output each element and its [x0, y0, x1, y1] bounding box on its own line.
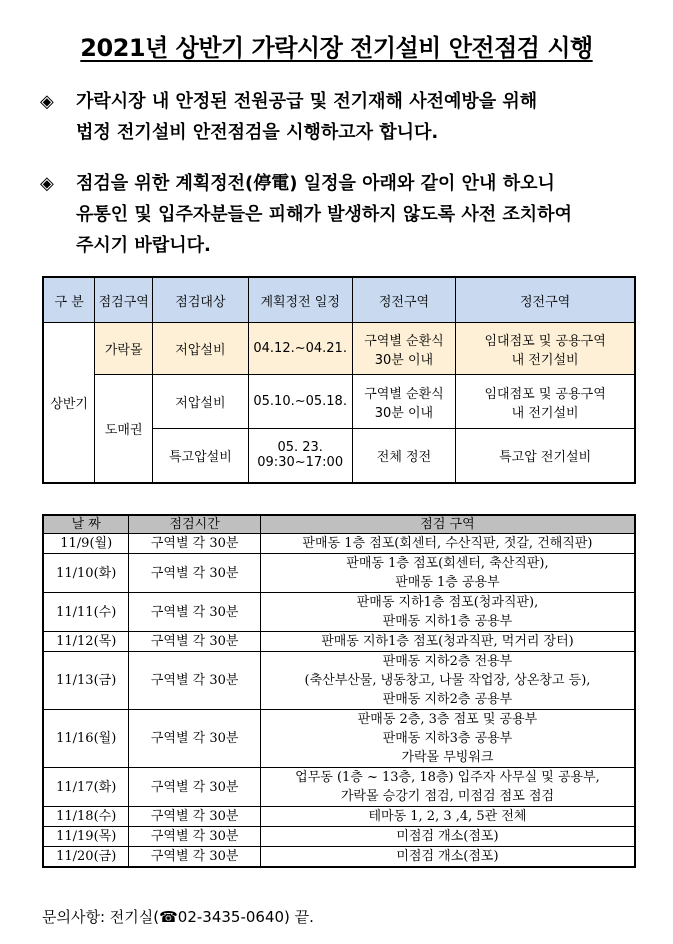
time-cell: 구역별 각 30분 [129, 652, 261, 710]
header-cell: 정전구역 [456, 277, 635, 323]
time-cell: 구역별 각 30분 [129, 710, 261, 768]
inspection-schedule-table [42, 514, 636, 868]
header-cell: 날 짜 [43, 515, 129, 534]
table-row [43, 534, 635, 554]
zone-cell: 가락몰 [95, 323, 153, 375]
table-row [43, 847, 635, 868]
date-cell: 11/18(수) [43, 807, 129, 827]
table-row [43, 652, 635, 710]
header-cell: 정전구역 [352, 277, 456, 323]
paragraph-line: 점검을 위한 계획정전(停電) 일정을 아래와 같이 안내 하오니 [76, 173, 555, 194]
outage-schedule-table [42, 276, 636, 484]
outage-cell: 전체 정전 [352, 429, 456, 483]
table-row [43, 593, 635, 632]
header-cell: 점검구역 [95, 277, 153, 323]
contact-footer: 문의사항: 전기실(☎02-3435-0640) 끝. [42, 908, 314, 926]
target-cell: 저압설비 [153, 375, 249, 429]
time-cell: 구역별 각 30분 [129, 847, 261, 868]
area-cell: 미점검 개소(점포) [260, 847, 635, 868]
area-cell: 판매동 1층 점포(회센터, 수산직판, 젓갈, 건해직판) [260, 534, 635, 554]
area-cell: 판매동 지하1층 점포(청과직판), 판매동 지하1층 공용부 [260, 593, 635, 632]
date-cell: 11/13(금) [43, 652, 129, 710]
area-cell: 업무동 (1층 ~ 13층, 18층) 입주자 사무실 및 공용부, 가락몰 승강기 점검, 미점검 점포 점검 [260, 768, 635, 807]
header-cell: 점검대상 [153, 277, 249, 323]
diamond-bullet-icon: ◈ [40, 173, 54, 194]
table-row [43, 807, 635, 827]
header-cell: 구 분 [43, 277, 95, 323]
date-cell: 11/20(금) [43, 847, 129, 868]
paragraph-line: 법정 전기설비 안전점검을 시행하고자 합니다. [76, 122, 439, 143]
table-row [43, 323, 635, 375]
area-cell: 판매동 지하2층 전용부 (축산부산물, 냉동창고, 나물 작업장, 상온창고 등), 판매동 지하2층 공용부 [260, 652, 635, 710]
date-cell: 11/9(월) [43, 534, 129, 554]
header-cell: 점검 구역 [260, 515, 635, 534]
table-row [43, 710, 635, 768]
table-row [43, 827, 635, 847]
period-cell: 상반기 [43, 323, 95, 483]
area-cell: 임대점포 및 공용구역 내 전기설비 [456, 323, 635, 375]
outage-cell: 구역별 순환식 30분 이내 [352, 323, 456, 375]
date-cell: 11/19(목) [43, 827, 129, 847]
time-cell: 구역별 각 30분 [129, 632, 261, 652]
target-cell: 저압설비 [153, 323, 249, 375]
table-row [43, 554, 635, 593]
table-header-row [43, 515, 635, 534]
area-cell: 테마동 1, 2, 3 ,4, 5관 전체 [260, 807, 635, 827]
header-cell: 점검시간 [129, 515, 261, 534]
dates-cell: 04.12.~04.21. [248, 323, 352, 375]
date-cell: 11/17(화) [43, 768, 129, 807]
target-cell: 특고압설비 [153, 429, 249, 483]
zone-cell: 도매권 [95, 375, 153, 483]
table-row [43, 768, 635, 807]
date-cell: 11/16(월) [43, 710, 129, 768]
time-cell: 구역별 각 30분 [129, 807, 261, 827]
area-cell: 판매동 지하1층 점포(청과직판, 먹거리 장터) [260, 632, 635, 652]
date-cell: 11/10(화) [43, 554, 129, 593]
paragraph-1 [40, 86, 652, 148]
paragraph-2 [40, 168, 652, 261]
table-row [43, 375, 635, 429]
area-cell: 임대점포 및 공용구역 내 전기설비 [456, 375, 635, 429]
area-cell: 판매동 1층 점포(회센터, 축산직판), 판매동 1층 공용부 [260, 554, 635, 593]
time-cell: 구역별 각 30분 [129, 593, 261, 632]
header-cell: 계획정전 일정 [248, 277, 352, 323]
paragraph-line: 주시기 바랍니다. [76, 235, 211, 256]
table-header-row [43, 277, 635, 323]
table-row [43, 632, 635, 652]
dates-cell: 05. 23. 09:30~17:00 [248, 429, 352, 483]
diamond-bullet-icon: ◈ [40, 91, 54, 112]
time-cell: 구역별 각 30분 [129, 554, 261, 593]
area-cell: 판매동 2층, 3층 점포 및 공용부 판매동 지하3층 공용부 가락몰 무빙워크 [260, 710, 635, 768]
time-cell: 구역별 각 30분 [129, 768, 261, 807]
dates-cell: 05.10.~05.18. [248, 375, 352, 429]
document-title: 2021년 상반기 가락시장 전기설비 안전점검 시행 [80, 34, 593, 62]
time-cell: 구역별 각 30분 [129, 827, 261, 847]
date-cell: 11/11(수) [43, 593, 129, 632]
area-cell: 미점검 개소(점포) [260, 827, 635, 847]
paragraph-line: 가락시장 내 안정된 전원공급 및 전기재해 사전예방을 위해 [76, 91, 538, 112]
date-cell: 11/12(목) [43, 632, 129, 652]
area-cell: 특고압 전기설비 [456, 429, 635, 483]
paragraph-line: 유통인 및 입주자분들은 피해가 발생하지 않도록 사전 조치하여 [76, 204, 572, 225]
time-cell: 구역별 각 30분 [129, 534, 261, 554]
outage-cell: 구역별 순환식 30분 이내 [352, 375, 456, 429]
